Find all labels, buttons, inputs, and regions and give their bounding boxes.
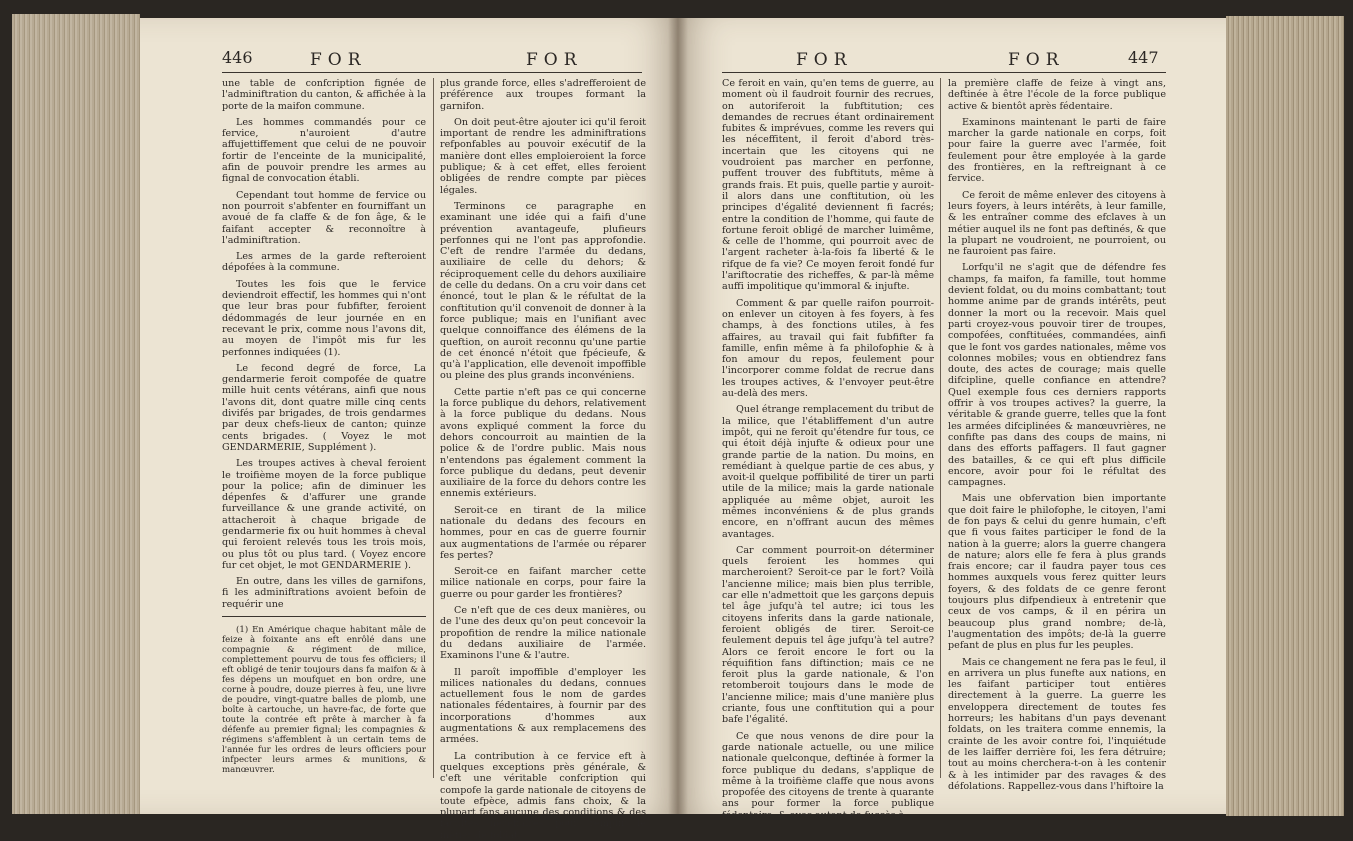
paragraph: Ce feroit en vain, qu'en tems de guerre, au moment où il faudroit fournir des recrues, on autoriferoit la fubftitution; ces demandes de recrues étant ordinairement fubites & imprévues, comme les revers qui les néceffitent, il feroit d'abord très-incertain que les citoyens qui ne voudroient pas marcher en perfonne, puffent trouver des fubftituts, même à grands frais. Et puis, quelle partie y auroit-il alors dans une conftitution, où les principes d'égalité deviennent fi facrés; entre la condition de l'homme, qui faute de fortune feroit obligé de marcher luimême, & celle de l'homme, qui pourroit avec de l'argent racheter à-la-fois fa liberté & le rifque de fa vie? Ce moyen feroit fondé fur l'ariftocratie des richeffes, & par-là même auffi impolitique qu'immoral & injufte. [722, 78, 934, 293]
paragraph: Comment & par quelle raifon pourroit-on enlever un citoyen à fes foyers, à fes champs, à des fonctions utiles, à fes affaires, au travail qui fait fubfifter fa famille, enfin même à fa philofophie & à fon amour du repos, feulement pour l'incorporer comme foldat de recrue dans les troupes actives, & l'envoyer peut-être au-delà des mers. [722, 297, 934, 400]
left-header-rule [222, 72, 642, 73]
right-running-head-left: FOR [796, 50, 853, 70]
right-header-rule [722, 72, 1166, 73]
paragraph: la première claffe de feize à vingt ans, deftinée à être l'école de la force publique active & bientôt après fédentaire. [948, 78, 1166, 112]
paragraph: Les troupes actives à cheval feroient le troifième moyen de la force publique pour la police; afin de diminuer les dépenfes & d'affurer une grande furveillance & une grande activité, on attacheroit à chaque brigade de gendarmerie fix ou huit hommes à cheval qui feroient relevés tous les trois mois, ou plus tôt ou plus tard. ( Voyez encore fur cet objet, le mot GENDARMERIE ). [222, 458, 426, 571]
paragraph: Cependant tout homme de fervice ou non pourroit s'abfenter en fourniffant un avoué de fa claffe & de fon âge, & le faifant accepter & reconnoître à l'adminiftration. [222, 189, 426, 246]
paragraph: Toutes les fois que le fervice deviendroit effectif, les hommes qui n'ont que leur bras pour fubfifter, feroient dédommagés de leur journée en en recevant le prix, comme nous l'avons dit, au moyen de l'impôt mis fur les perfonnes indiquées (1). [222, 278, 426, 358]
paragraph: Cette partie n'eft pas ce qui concerne la force publique du dehors, relativement à la force publique du dedans. Nous avons expliqué comment la force du dehors concourroit au maintien de la police & de l'ordre public. Mais nous n'entendons pas également comment la force publique du dedans, peut devenir auxiliaire de la force du dehors contre les ennemis extérieurs. [440, 386, 646, 500]
paragraph: Seroit-ce en faifant marcher cette milice nationale en corps, pour faire la guerre ou pour garder les frontières? [440, 566, 646, 600]
paragraph: Ce n'eft que de ces deux manières, ou de l'une des deux qu'on peut concevoir la propofition de rendre la milice nationale du dedans auxiliaire de l'armée. Examinons l'une & l'autre. [440, 605, 646, 662]
left-running-head-left: FOR [310, 50, 367, 70]
footnote-rule [222, 616, 426, 617]
paragraph: Seroit-ce en tirant de la milice nationale du dedans des fecours en hommes, pour en cas de guerre fournir aux augmentations de l'armée ou réparer fes pertes? [440, 504, 646, 561]
paragraph: En outre, dans les villes de garnifons, fi les adminiftrations avoient befoin de requérir une [222, 576, 426, 610]
paragraph: Il paroît impoffible d'employer les milices nationales du dedans, connues actuellement fous le nom de gardes nationales fédentaires, à fournir par des incorporations d'hommes aux augmentations & aux remplacemens des armées. [440, 666, 646, 746]
paragraph: Terminons ce paragraphe en examinant une idée qui a faifi d'une prévention avantageufe, plufieurs perfonnes qui ne l'ont pas approfondie. C'eft de rendre l'armée du dedans, auxiliaire de celle du dehors; & réciproquement celle du dehors auxiliaire de celle du dedans. On a cru voir dans cet énoncé, tout le plan & le réfultat de la conftitution qu'il convenoit de donner à la force publique; mais en l'unifiant avec quelque connoiffance des élémens de la queftion, on auroit reconnu qu'une partie de cet énoncé n'étoit que fpécieufe, & qu'à l'application, elle devenoit impoffible ou pleine des plus grands inconvéniens. [440, 200, 646, 382]
left-column-separator [433, 78, 434, 778]
paragraph: plus grande force, elles s'adrefferoient de préférence aux troupes formant la garnifon. [440, 78, 646, 112]
paragraph: Car comment pourroit-on déterminer quels feroient les hommes qui marcheroient? Seroit-ce par le fort? Voilà l'ancienne milice; mais bien plus terrible, car elle n'admettoit que les garçons depuis tel âge jufqu'à tel autre; ici tous les citoyens inferits dans la garde nationale, feroient obligés de tirer. Seroit-ce feulement depuis tel âge jufqu'à tel autre? Alors ce feroit encore le fort ou la réquifition fans diftinction; mais ce ne feroit plus la garde nationale, & l'on retomberoit toujours dans le mode de l'ancienne milice; mais d'une manière plus criante, fous une conftitution qui a pour bafe l'égalité. [722, 544, 934, 726]
paragraph: On doit peut-être ajouter ici qu'il feroit important de rendre les adminiftrations refponfables au pouvoir exécutif de la manière dont elles emploieroient la force publique; & à cet effet, elles feroient obligées de rendre compte par pièces légales. [440, 116, 646, 196]
right-column-separator [940, 78, 941, 778]
right-page-number: 447 [1128, 48, 1159, 67]
paragraph: une table de confcription fignée de l'adminiftration du canton, & affichée à la porte de la maifon commune. [222, 78, 426, 112]
book-gutter [668, 18, 688, 814]
paragraph: Les hommes commandés pour ce fervice, n'auroient d'autre affujettiffement que celui de ne pouvoir fortir de l'enceinte de la municipalité, afin de pouvoir prendre les armes au fignal de convocation établi. [222, 116, 426, 185]
right-column-2 [948, 78, 1166, 792]
paragraph: Ce feroit de même enlever des citoyens à leurs foyers, à leurs intérêts, à leur famille, & les entraîner comme des efclaves à un métier auquel ils ne font pas deftinés, & que la plupart ne voudroient, ne pourroient, ou ne fauroient pas faire. [948, 189, 1166, 258]
footnote [222, 625, 426, 775]
right-page [678, 18, 1226, 821]
right-column-1 [722, 78, 934, 821]
footnote-text: (1) En Amérique chaque habitant mâle de feize à foixante ans eft enrôlé dans une compagnie & régiment de milice, complettement pourvu de tous fes officiers; il eft obligé de tenir toujours dans fa maifon & à fes dépens un moufquet en bon ordre, une corne à poudre, douze pierres à feu, une livre de poudre, vingt-quatre balles de plomb, une boîte à cartouche, un havre-fac, de forte que toute la contrée eft prête à marcher à fa défenfe au premier fignal; les compagnies & régimens s'affemblent à un certain tems de l'année fur les ordres de leurs officiers pour infpecter leurs armes & munitions, & manœuvrer. [222, 625, 426, 776]
left-column-1 [222, 78, 426, 788]
paragraph: Ce que nous venons de dire pour la garde nationale actuelle, ou une milice nationale quelconque, deftinée à former la force publique du dedans, s'applique de même à la troifième claffe que nous avons propofée des citoyens de trente à quarante ans pour former la force publique fédentaire, & avec autant de fuccès à [722, 730, 934, 821]
paragraph: Examinons maintenant le parti de faire marcher la garde nationale en corps, foit pour faire la guerre avec l'armée, foit feulement pour être employée à la garde des frontières, en la reftreignant à ce fervice. [948, 116, 1166, 185]
paragraph: Les armes de la garde refteroient dépofées à la commune. [222, 251, 426, 274]
right-page-edges [1226, 16, 1344, 816]
right-running-head-right: FOR [1008, 50, 1065, 70]
left-column-2 [440, 78, 646, 841]
paragraph: Lorfqu'il ne s'agit que de défendre fes champs, fa maifon, fa famille, tout homme devient foldat, ou du moins combattant; tout homme anime par de grands intérêts, peut donner la mort ou la recevoir. Mais quel parti croyez-vous pouvoir tirer de troupes, compofées, conftituées, commandées, ainfi que le font vos gardes nationales, même vos colonnes mobiles; vous en obtiendrez fans doute, des actes de courage; mais quelle difcipline, quelle confiance en attendre? Quel exemple fous ces derniers rapports offrir à vos troupes actives? la guerre, la véritable & grande guerre, telles que la font les armées difciplinées & manœuvrières, ne confifte pas dans des coups de mains, ni dans des efforts paffagers. Il faut gagner des batailles, & ce qui eft plus difficile encore, avoir pour foi le réfultat des campagnes. [948, 262, 1166, 489]
paragraph: La contribution à ce fervice eft à quelques exceptions près générale, & c'eft une véritable confcription qui compofe la garde nationale de citoyens de toute efpèce, admis fans choix, & la plupart fans aucune des conditions & des facultés néceffaires pour remplir le métier de foldat. [440, 750, 646, 841]
paragraph: Le fecond degré de force, La gendarmerie feroit compofée de quatre mille huit cents vétérans, ainfi que nous l'avons dit, dont quatre mille cinq cents divifés par brigades, de trois gendarmes par deux chefs-lieux de canton; quinze cents brigades. ( Voyez le mot GENDARMERIE, Supplément ). [222, 362, 426, 453]
left-page [140, 18, 678, 841]
paragraph: Quel étrange remplacement du tribut de la milice, que l'établiffement d'un autre impôt, qui ne feroit qu'étendre fur tous, ce qui étoit déjà injufte & odieux pour une grande partie de la nation. Du moins, en remédiant à quelque partie de ces abus, y avoit-il quelque poffibilité de tirer un parti utile de la milice; mais la garde nationale appliquée au même objet, auroit les mêmes inconvéniens & de plus grands encore, en n'offrant aucun des mêmes avantages. [722, 404, 934, 540]
paragraph: Mais ce changement ne fera pas le feul, il en arrivera un plus funefte aux nations, en les faifant participer tout entières directement à la guerre. La guerre les enveloppera directement de toutes fes horreurs; les habitans d'un pays devenant foldats, on les traitera comme ennemis, la crainte de les avoir contre foi, l'inquiétude de les laiffer derrière foi, les fera détruire; tout au moins cherchera-t-on à les contenir & à les intimider par des ravages & des défolations. Rappellez-vous dans l'hiftoire la [948, 656, 1166, 792]
paragraph: Mais une obfervation bien importante que doit faire le philofophe, le citoyen, l'ami de fon pays & celui du genre humain, c'eft que fi vous faites participer le fond de la nation à la guerre; alors la guerre changera de nature; alors elle fe fera à plus grands frais encore; car il faudra payer tous ces hommes auxquels vous ferez quitter leurs foyers, & des foldats de ce genre feront toujours plus difpendieux à entretenir que ceux de vos camps, & il en périra un beaucoup plus grand nombre; de-là, l'augmentation des impôts; de-là la guerre pefant de plus en plus fur les peuples. [948, 493, 1166, 652]
left-running-head-right: FOR [526, 50, 583, 70]
left-page-edges [12, 14, 140, 814]
left-page-number: 446 [222, 48, 253, 67]
